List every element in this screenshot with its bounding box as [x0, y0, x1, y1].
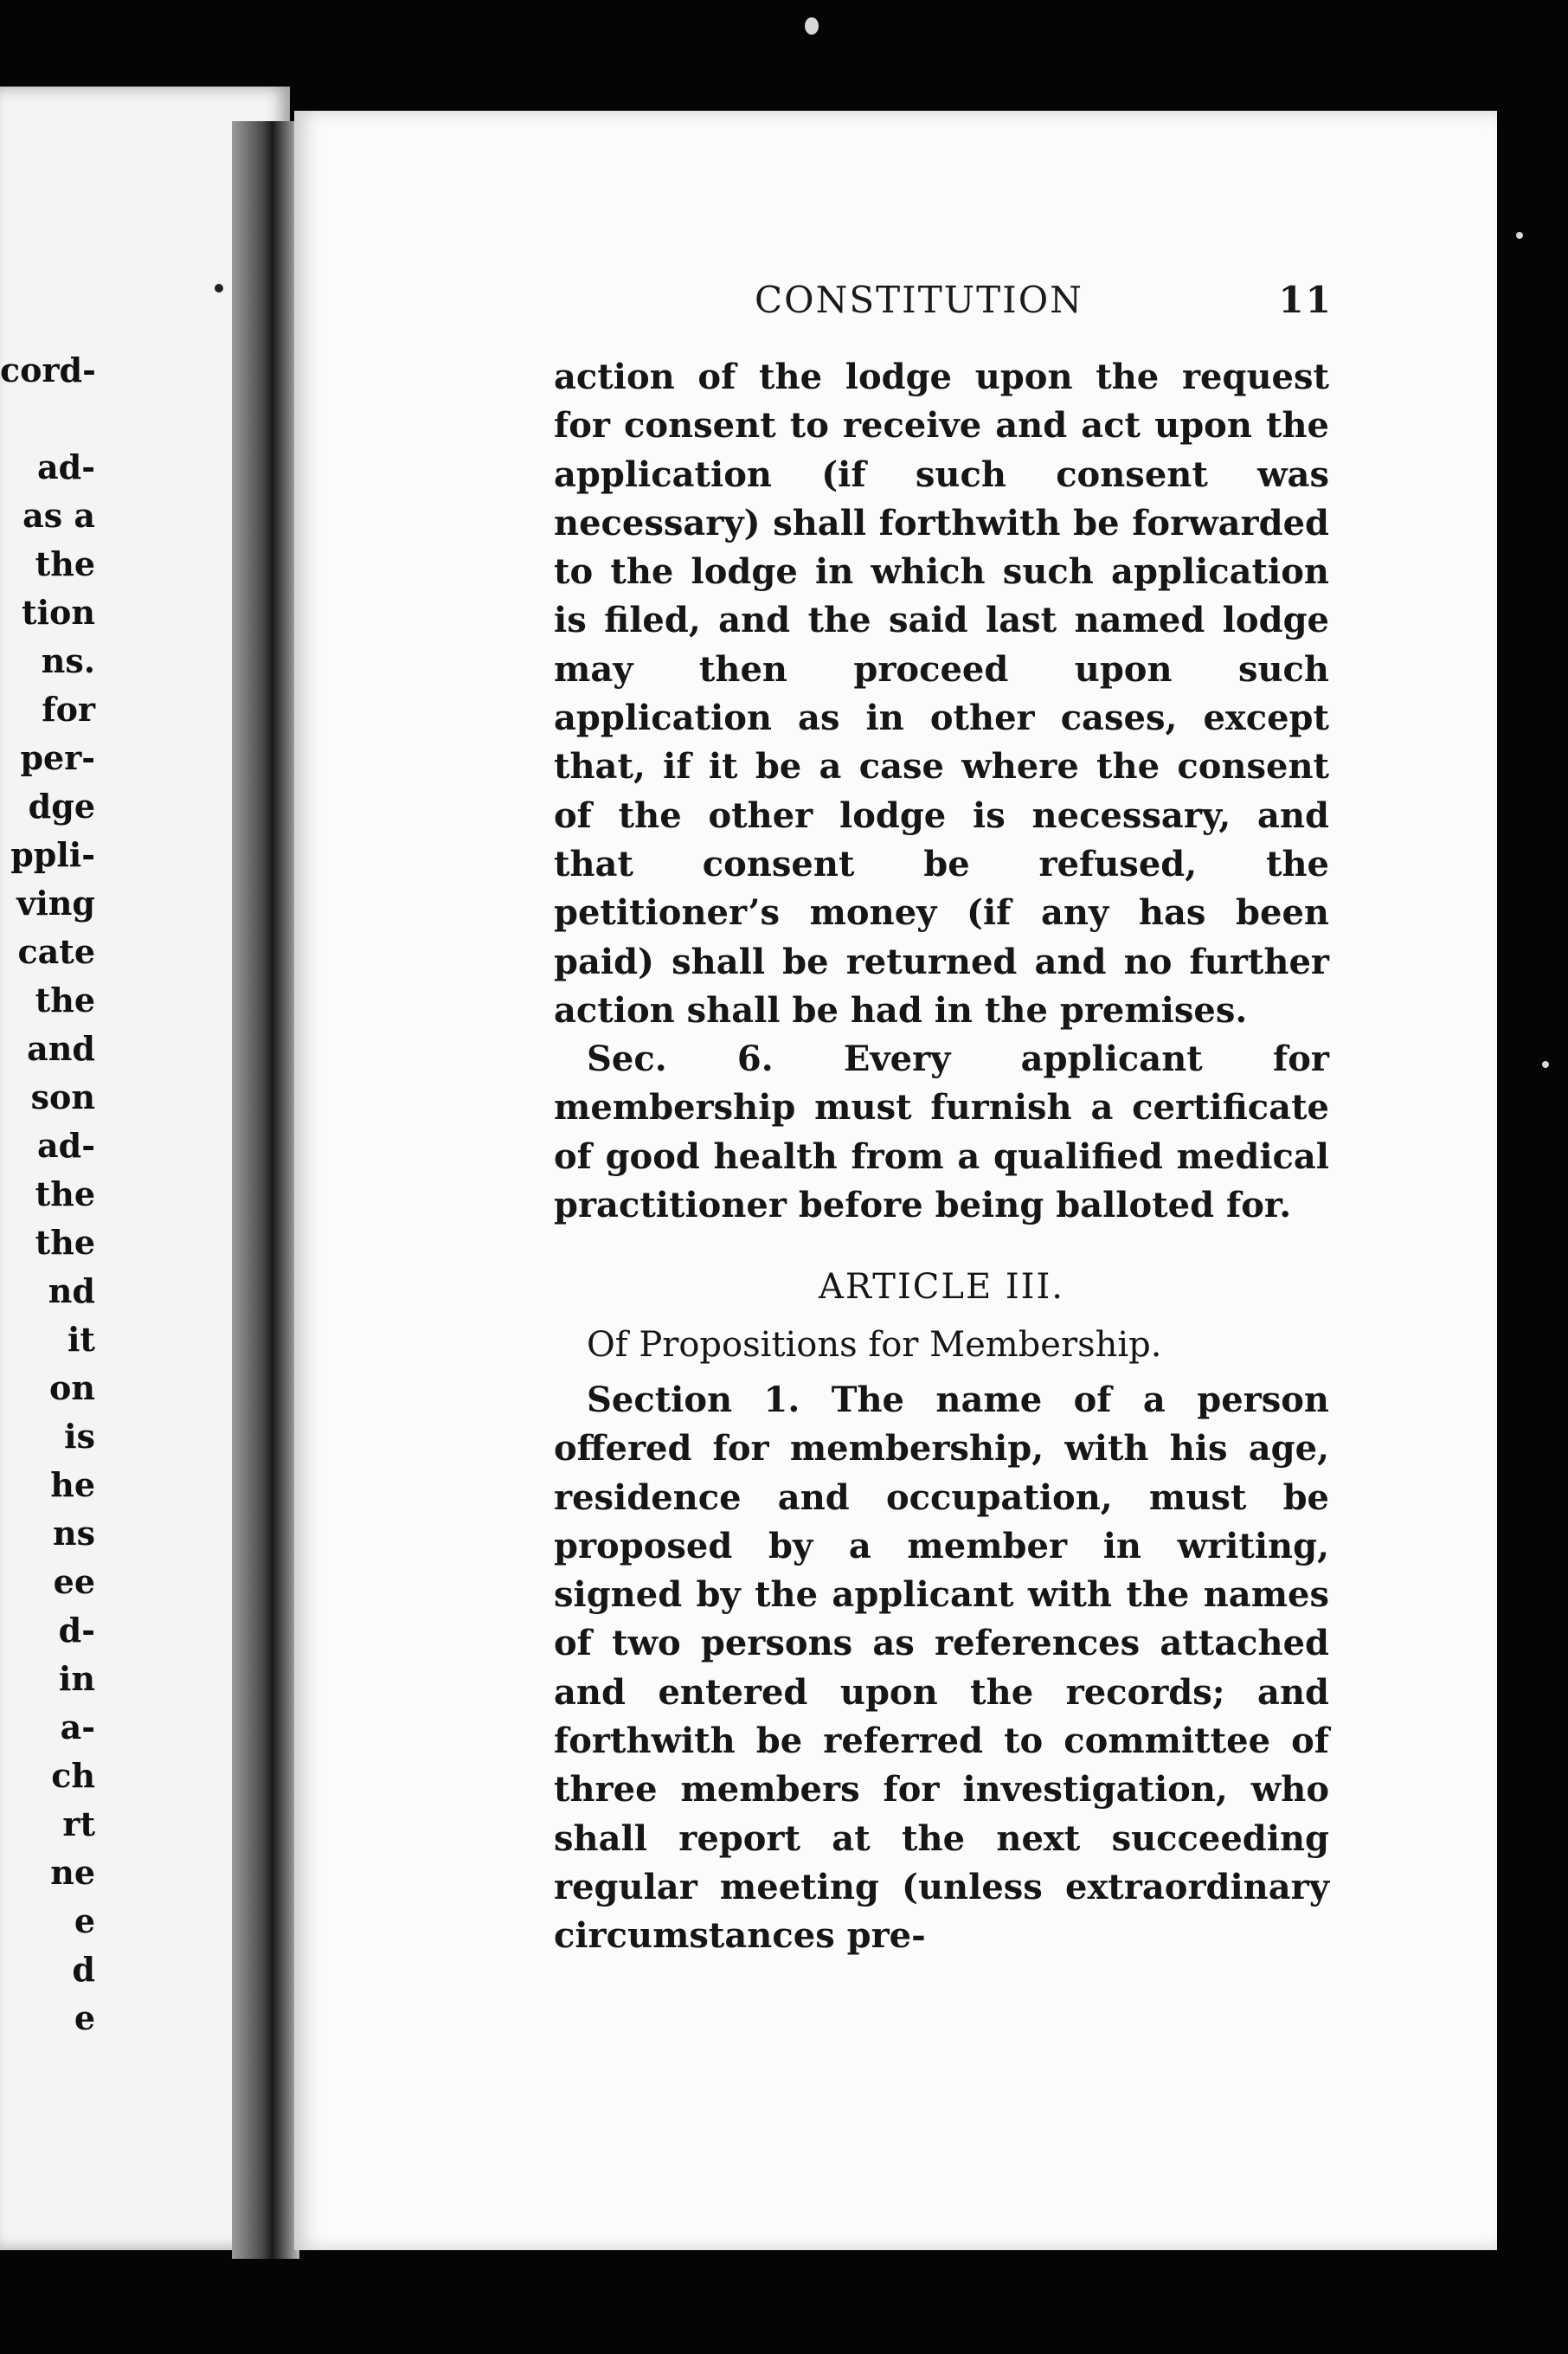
section-6-paragraph: Sec. 6. Every applicant for membership must furnish a certificate of good health from a qualified medical practitioner before being balloted for. — [554, 1039, 1329, 1226]
left-line: and — [27, 1029, 95, 1068]
left-line: for — [42, 690, 95, 729]
book-gutter — [232, 121, 299, 2259]
article-heading: ARTICLE III. — [819, 1267, 1064, 1308]
running-head-title: CONSTITUTION — [755, 279, 1083, 321]
left-line: nd — [48, 1271, 95, 1310]
left-line: ad- — [37, 1126, 95, 1165]
left-page-text-fragments — [0, 346, 95, 2042]
left-line: ee — [53, 1562, 95, 1601]
left-line: he — [50, 1465, 95, 1504]
left-line: in — [58, 1659, 95, 1698]
left-line: the — [35, 1223, 95, 1262]
left-line: tion — [22, 593, 95, 632]
running-head — [460, 279, 1333, 327]
dust-speck — [1542, 1061, 1549, 1068]
left-line: ch — [51, 1756, 95, 1795]
page-body — [554, 353, 1329, 1961]
left-line — [0, 395, 95, 443]
dust-speck — [805, 17, 819, 35]
left-line: son — [30, 1077, 95, 1116]
dust-speck — [1516, 232, 1523, 239]
left-line: d- — [58, 1611, 95, 1650]
left-line: e — [74, 1901, 95, 1940]
left-line: ns. — [41, 641, 95, 680]
left-line: cord- — [0, 351, 96, 389]
left-line: ne — [50, 1853, 95, 1892]
left-line: as a — [22, 496, 95, 535]
ink-dot — [215, 284, 223, 293]
left-line: per- — [20, 738, 95, 777]
left-line: on — [49, 1368, 95, 1407]
left-line: it — [67, 1320, 95, 1359]
left-line: ppli- — [10, 835, 95, 874]
left-line: e — [74, 1998, 95, 2037]
left-line: dge — [28, 787, 95, 826]
left-line: ns — [52, 1514, 95, 1553]
left-line: ving — [16, 884, 95, 923]
left-line: ad- — [37, 447, 95, 486]
left-line: rt — [62, 1804, 95, 1843]
left-line: d — [72, 1950, 95, 1989]
article-subheading: Of Propositions for Membership. — [587, 1324, 1162, 1365]
section-1-paragraph: Section 1. The name of a person offered for membership, with his age, residence and occupation, must be proposed by a member in writing, signed by the applicant with the names of two persons as references attached and entered upon the records; and forthwith be referred to committee of three members for investigation, who shall report at the next succeeding regular meeting (unless extraordinary circumstances pre- — [554, 1379, 1329, 1957]
continuation-paragraph: action of the lodge upon the request for consent to receive and act upon the application (if such consent was necessary) shall forthwith be forwarded to the lodge in which such application is filed, and the said last named lodge may then proceed upon such application as in other cases, except that, if it be a case where the consent of the other lodge is necessary, and that consent be refused, the petitioner’s money (if any has been paid) shall be returned and no further action shall be had in the premises. — [554, 357, 1329, 1031]
page-number: 11 — [1278, 279, 1333, 321]
left-line: the — [35, 981, 95, 1019]
left-line: the — [35, 544, 95, 583]
left-line: the — [35, 1174, 95, 1213]
left-line: is — [64, 1417, 95, 1456]
left-line: a- — [60, 1708, 95, 1746]
left-line: cate — [17, 932, 95, 971]
